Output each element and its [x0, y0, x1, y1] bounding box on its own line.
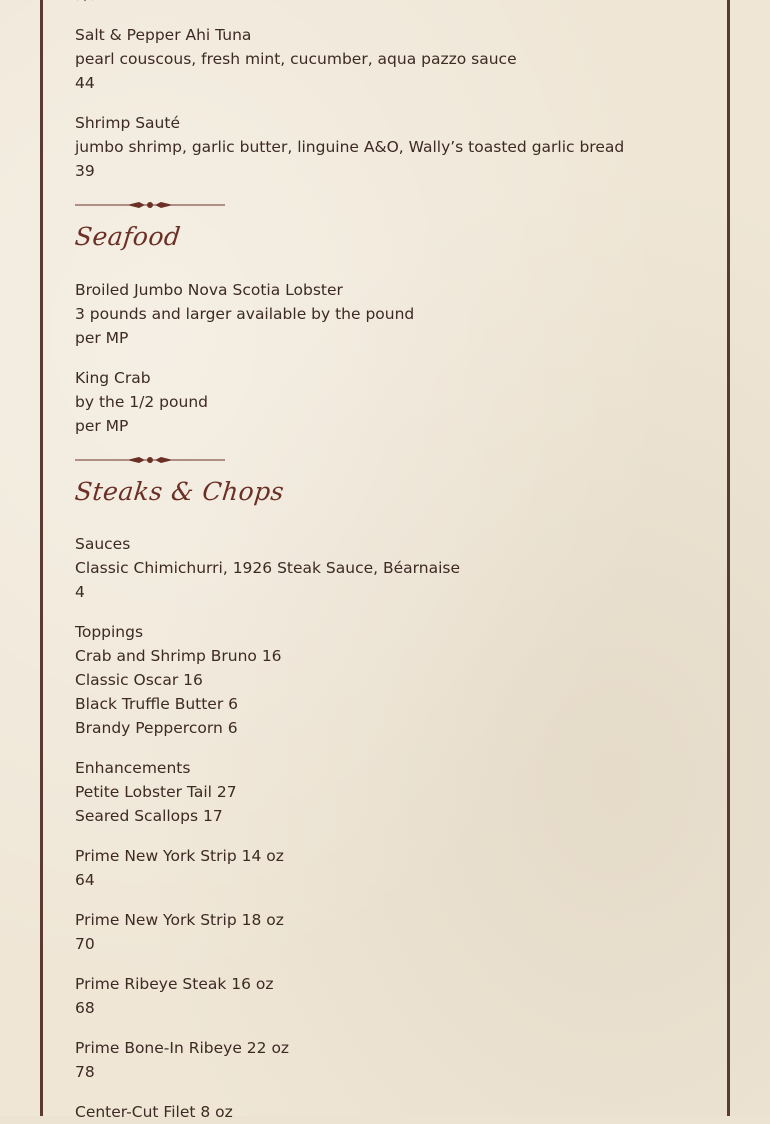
- item-name: Prime Bone-In Ribeye 22 oz: [75, 1039, 290, 1057]
- group-title: Toppings: [75, 623, 144, 641]
- item-name: Prime New York Strip 14 oz: [75, 847, 284, 865]
- section-heading-steaks-chops: Steaks & Chops: [73, 477, 286, 506]
- item-description: 3 pounds and larger available by the pound: [75, 305, 415, 323]
- ornament-fragment: [75, 0, 95, 2]
- menu-item: [75, 972, 274, 1020]
- item-name: Center-Cut Filet 8 oz: [75, 1103, 233, 1121]
- group-line: Brandy Peppercorn 6: [75, 719, 238, 737]
- menu-item: [75, 23, 517, 95]
- group-line: Crab and Shrimp Bruno 16: [75, 647, 282, 665]
- item-name: King Crab: [75, 369, 151, 387]
- group-line: Seared Scallops 17: [75, 807, 223, 825]
- item-price: 70: [75, 935, 95, 953]
- item-name: Shrimp Sauté: [75, 114, 180, 132]
- group-line: Petite Lobster Tail 27: [75, 783, 237, 801]
- menu-group-sauces: [75, 532, 460, 604]
- item-price: 64: [75, 871, 95, 889]
- menu-item: [75, 908, 284, 956]
- item-description: by the 1/2 pound: [75, 393, 208, 411]
- menu-item: [75, 366, 208, 438]
- menu-group-enhancements: [75, 756, 237, 828]
- group-title: Enhancements: [75, 759, 191, 777]
- group-line: Classic Oscar 16: [75, 671, 203, 689]
- menu-item: [75, 1036, 289, 1084]
- group-title: Sauces: [75, 535, 131, 553]
- item-price: 44: [75, 74, 95, 92]
- item-name: Broiled Jumbo Nova Scotia Lobster: [75, 281, 343, 299]
- group-line: Classic Chimichurri, 1926 Steak Sauce, Béarnaise: [75, 559, 461, 577]
- item-name: Salt & Pepper Ahi Tuna: [75, 26, 252, 44]
- menu-item: [75, 844, 284, 892]
- menu-group-toppings: [75, 620, 282, 740]
- item-name: Prime Ribeye Steak 16 oz: [75, 975, 274, 993]
- group-line: Black Truffle Butter 6: [75, 695, 239, 713]
- ornamental-divider: [75, 454, 225, 466]
- item-price: per MP: [75, 417, 129, 435]
- item-description: pearl couscous, fresh mint, cucumber, aqua pazzo sauce: [75, 50, 517, 68]
- item-price: 78: [75, 1063, 95, 1081]
- item-price: 39: [75, 162, 95, 180]
- section-heading-seafood: Seafood: [73, 222, 183, 251]
- item-price: per MP: [75, 329, 129, 347]
- item-price: 68: [75, 999, 95, 1017]
- item-description: jumbo shrimp, garlic butter, linguine A&O, Wally’s toasted garlic bread: [75, 138, 625, 156]
- item-name: Prime New York Strip 18 oz: [75, 911, 284, 929]
- group-line: 4: [75, 583, 85, 601]
- menu-item: [75, 1100, 233, 1124]
- menu-item: [75, 111, 624, 183]
- menu-item: [75, 278, 414, 350]
- ornamental-divider: [75, 199, 225, 211]
